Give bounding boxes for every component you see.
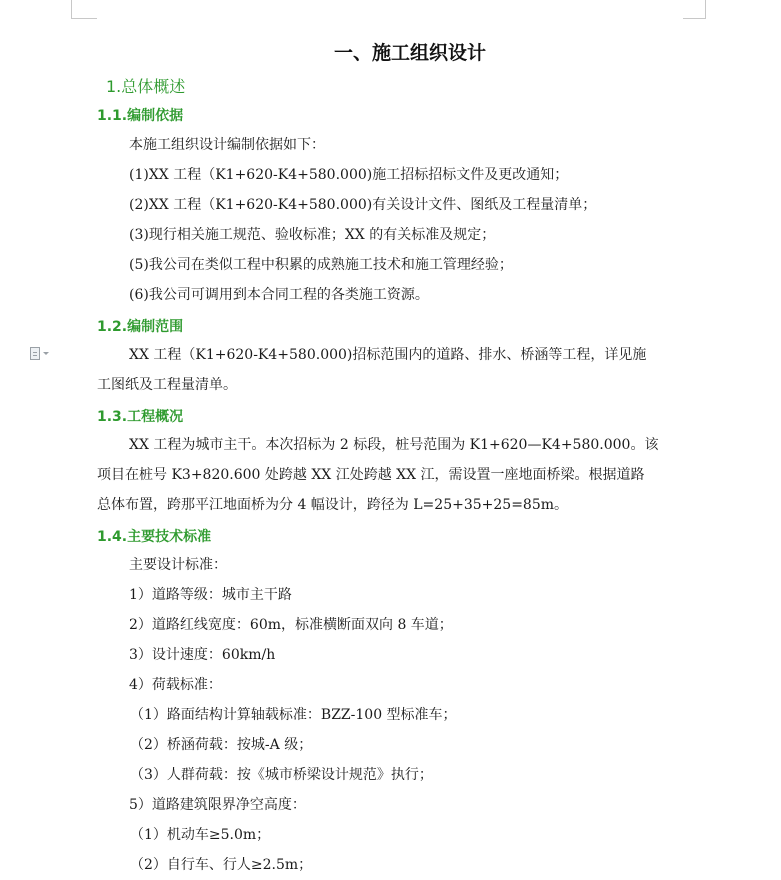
- section-heading-1-2: 1.2.编制范围: [97, 319, 184, 335]
- list-item: 5）道路建筑限界净空高度：: [129, 797, 306, 813]
- crop-mark-right: [683, 0, 706, 19]
- paragraph-line: XX 工程为城市主干。本次招标为 2 标段，桩号范围为 K1+620—K4+580.000。该: [129, 437, 659, 453]
- list-item: 1）道路等级：城市主干路: [129, 587, 292, 603]
- document-icon: [30, 347, 40, 360]
- list-item: (5)我公司在类似工程中积累的成熟施工技术和施工管理经验；: [129, 257, 513, 273]
- paragraph-intro: 主要设计标准：: [129, 557, 227, 573]
- list-item: 4）荷载标准：: [129, 677, 222, 693]
- paragraph-line: 总体布置，跨那平江地面桥为分 4 幅设计，跨径为 L=25+35+25=85m。: [97, 497, 569, 513]
- document-title: 一、施工组织设计: [333, 42, 486, 64]
- section-heading-1-4: 1.4.主要技术标准: [97, 529, 212, 545]
- crop-mark-left: [71, 0, 97, 19]
- sub-list-item: （2）桥涵荷载：按城-A 级；: [130, 737, 313, 753]
- sub-list-item: （3）人群荷载：按《城市桥梁设计规范》执行；: [130, 767, 433, 783]
- list-item: 2）道路红线宽度：60m，标准横断面双向 8 车道；: [129, 617, 453, 633]
- sub-list-item: （1）路面结构计算轴载标准：BZZ-100 型标准车；: [130, 707, 457, 723]
- paragraph-intro: 本施工组织设计编制依据如下：: [129, 137, 325, 153]
- list-item: (2)XX 工程（K1+620-K4+580.000)有关设计文件、图纸及工程量清单；: [129, 197, 597, 213]
- paragraph-line: 项目在桩号 K3+820.600 处跨越 XX 江处跨越 XX 江，需设置一座地面桥梁。根据道路: [97, 467, 645, 483]
- sub-list-item: （2）自行车、行人≥2.5m；: [130, 857, 313, 873]
- section-heading-1: 1.总体概述: [106, 77, 186, 96]
- section-heading-1-1: 1.1.编制依据: [97, 108, 184, 124]
- sub-list-item: （1）机动车≥5.0m；: [130, 827, 271, 843]
- list-item: 3）设计速度：60km/h: [129, 647, 276, 663]
- section-heading-1-3: 1.3.工程概况: [97, 409, 184, 425]
- list-item: (3)现行相关施工规范、验收标准；XX 的有关标准及规定；: [129, 227, 496, 243]
- list-item: (6)我公司可调用到本合同工程的各类施工资源。: [129, 287, 429, 303]
- paragraph-line: XX 工程（K1+620-K4+580.000)招标范围内的道路、排水、桥涵等工程，详见施: [129, 347, 647, 363]
- chevron-down-icon: [43, 352, 49, 355]
- paragraph-line: 工图纸及工程量清单。: [97, 377, 237, 393]
- paragraph-options-button[interactable]: [30, 345, 56, 361]
- list-item: (1)XX 工程（K1+620-K4+580.000)施工招标招标文件及更改通知；: [129, 167, 569, 183]
